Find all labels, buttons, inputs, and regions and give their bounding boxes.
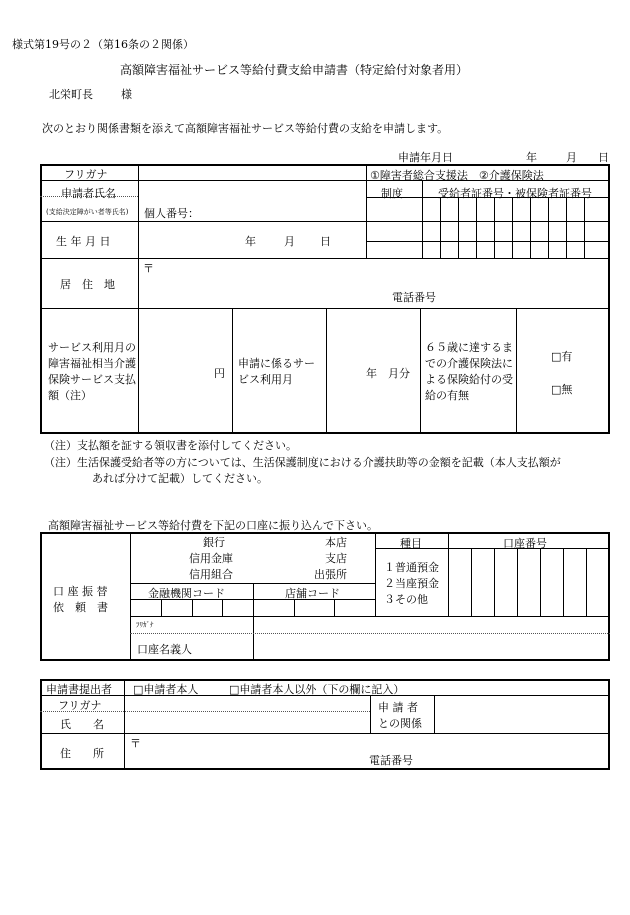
- relation-label-1: 申 請 者: [378, 701, 418, 714]
- birthdate-label: 生 年 月 日: [56, 235, 111, 248]
- applicant-name-sublabel: (支給決定障がい者等氏名): [46, 208, 129, 216]
- system-label: 制度: [381, 187, 403, 200]
- kind-other: ３その他: [384, 593, 428, 606]
- age65-label: ６５歳に達するまでの介護保険法による保険給付の受給の有無: [425, 341, 513, 402]
- applicant-name-label: 申請者氏名: [61, 187, 116, 200]
- personal-number-label: 個人番号：: [144, 207, 199, 220]
- intro-text: 次のとおり関係書類を添えて高額障害福祉サービス等給付費の支給を申請します。: [42, 122, 449, 135]
- birth-year: 年: [245, 235, 256, 248]
- yes-checkbox[interactable]: □有: [551, 350, 573, 363]
- account-holder-label: 口座名義人: [137, 643, 192, 656]
- branch-code-label: 店舗コード: [285, 587, 340, 600]
- birth-day: 日: [320, 235, 331, 248]
- phone-label: 電話番号: [392, 291, 436, 304]
- service-amount-label: サービス利用月の障害福祉相当介護保険サービス支払額（注）: [48, 341, 136, 402]
- note-2a: （注）生活保護受給者等の方については、生活保護制度における介護扶助等の金額を記載（本人支払額が: [44, 456, 561, 469]
- submitter-self-checkbox[interactable]: □申請者本人: [133, 683, 199, 696]
- branch-label: 支店: [325, 552, 347, 565]
- date-day: 日: [598, 151, 609, 164]
- insurance-options: ①障害者総合支援法 ②介護保険法: [370, 169, 544, 182]
- head-office-label: 本店: [325, 536, 347, 549]
- postal-mark: 〒: [143, 262, 154, 275]
- form-number: 様式第19号の２（第16条の２関係）: [12, 38, 194, 51]
- submitter-name-label: 氏 名: [60, 718, 104, 731]
- certificate-number-label: 受給者証番号・被保険者証番号: [438, 187, 592, 200]
- application-date-label: 申請年月日: [398, 151, 453, 164]
- transfer-label-1: 口 座 振 替: [53, 585, 108, 598]
- submitter-furigana-label: フリガナ: [58, 699, 102, 712]
- year-month-unit: 年 月分: [366, 367, 410, 380]
- address-label: 居 住 地: [60, 278, 115, 291]
- submitter-address-label: 住 所: [60, 747, 104, 760]
- credit-union-label: 信用組合: [189, 568, 233, 581]
- note-1: （注）支払額を証する領収書を添付してください。: [44, 439, 297, 452]
- holder-furigana-label: ﾌﾘｶﾞﾅ: [136, 621, 154, 629]
- account-kind-label: 種目: [400, 537, 422, 550]
- addressee: 北栄町長: [49, 88, 93, 101]
- submitter-postal-mark: 〒: [130, 737, 141, 750]
- account-number-label: 口座番号: [503, 537, 547, 550]
- date-month: 月: [566, 151, 577, 164]
- page-title: 高額障害福祉サービス等給付費支給申請書（特定給付対象者用）: [120, 63, 469, 77]
- credit-bank-label: 信用金庫: [189, 552, 233, 565]
- birth-month: 月: [284, 235, 295, 248]
- kind-ordinary: １普通預金: [384, 561, 439, 574]
- kind-current: ２当座預金: [384, 577, 439, 590]
- relation-label-2: との関係: [378, 717, 422, 730]
- sub-branch-label: 出張所: [314, 568, 347, 581]
- bank-intro: 高額障害福祉サービス等給付費を下記の口座に振り込んで下さい。: [48, 519, 378, 532]
- furigana-label: フリガナ: [64, 168, 108, 181]
- institution-code-label: 金融機関コード: [148, 587, 225, 600]
- service-month-label: 申請に係るサービス利用月: [238, 357, 315, 386]
- yen-unit: 円: [214, 367, 225, 380]
- honorific: 様: [121, 88, 132, 101]
- date-year: 年: [526, 151, 537, 164]
- submitter-label: 申請書提出者: [46, 683, 112, 696]
- no-checkbox[interactable]: □無: [551, 383, 573, 396]
- transfer-label-2: 依 頼 書: [53, 601, 108, 614]
- submitter-other-checkbox[interactable]: □申請者本人以外（下の欄に記入）: [229, 683, 405, 696]
- submitter-phone-label: 電話番号: [369, 754, 413, 767]
- note-2b: あれば分けて記載）してください。: [92, 472, 268, 485]
- bank-label: 銀行: [203, 536, 225, 549]
